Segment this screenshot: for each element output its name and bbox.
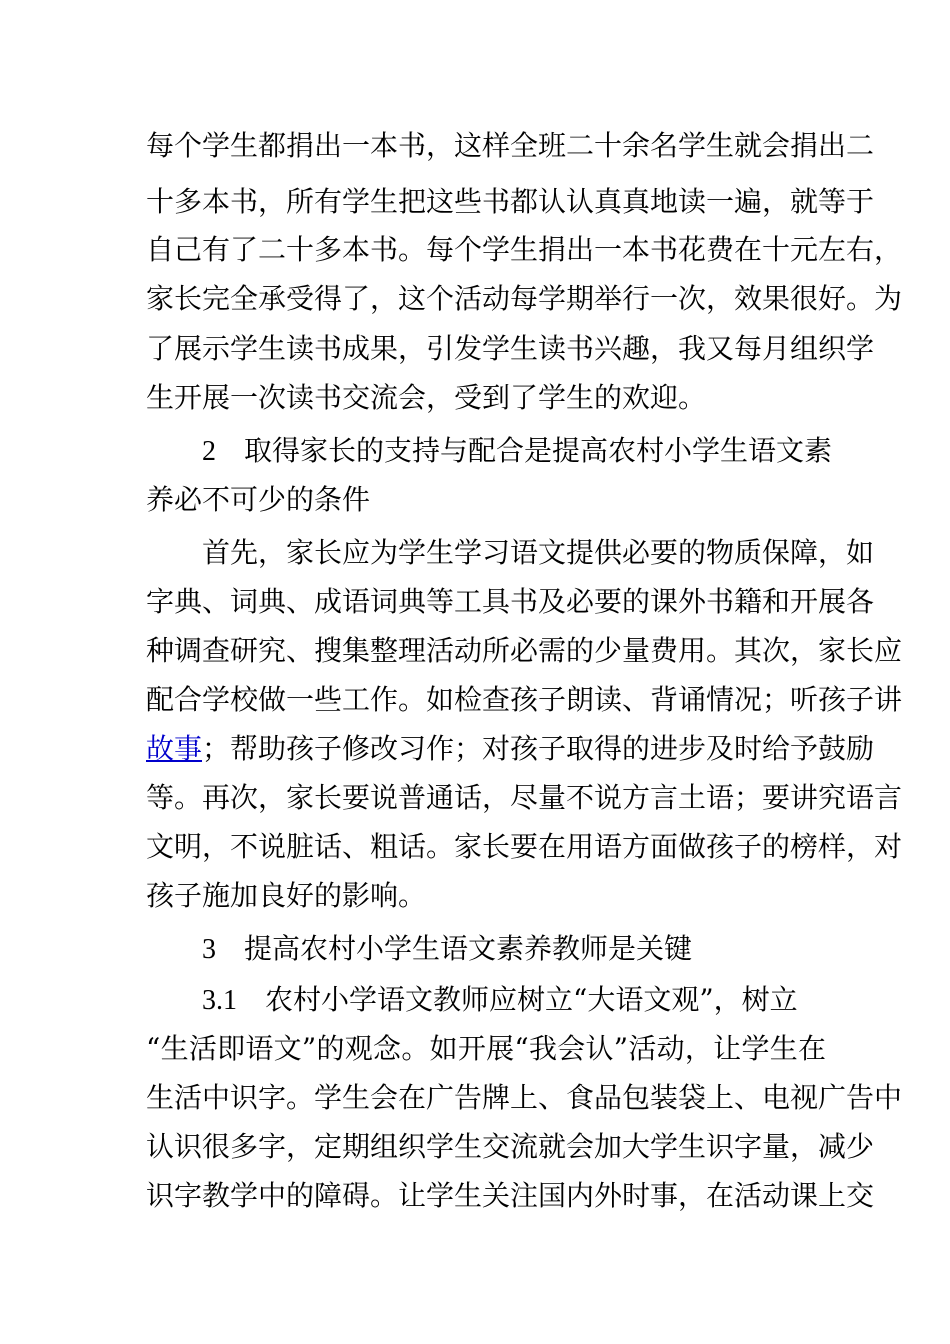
section-2-heading-line-1 xyxy=(202,431,833,471)
paragraph-1-line-1: 每个学生都捐出一本书，这样全班二十余名学生就会捐出二 xyxy=(146,129,875,162)
section-3-heading xyxy=(202,929,826,969)
section-3-number: 3 xyxy=(202,934,216,965)
paragraph-3-line-3: 生活中识字。学生会在广告牌上、食品包装袋上、电视广告中 xyxy=(146,1081,903,1114)
paragraph-1-line-3: 自己有了二十多本书。每个学生捐出一本书花费在十元左右， xyxy=(146,233,903,266)
paragraph-1-line-5: 了展示学生读书成果，引发学生读书兴趣，我又每月组织学 xyxy=(146,332,875,365)
paragraph-3-line-5: 识字教学中的障碍。让学生关注国内外时事，在活动课上交 xyxy=(146,1179,875,1212)
section-2-title-part-1: 取得家长的支持与配合是提高农村小学生语文素 xyxy=(244,434,833,467)
story-link[interactable]: 故事 xyxy=(146,732,203,765)
subsection-3-1-title: 农村小学语文教师应树立“大语文观”，树立 xyxy=(265,983,798,1016)
paragraph-2-line-2: 字典、词典、成语词典等工具书及必要的课外书籍和开展各 xyxy=(146,585,875,618)
paragraph-2-line-4: 配合学校做一些工作。如检查孩子朗读、背诵情况；听孩子讲 xyxy=(146,683,903,716)
paragraph-3-line-4: 认识很多字，定期组织学生交流就会加大学生识字量，减少 xyxy=(146,1130,875,1163)
paragraph-1-line-2: 十多本书，所有学生把这些书都认认真真地读一遍，就等于 xyxy=(146,185,875,218)
paragraph-2-line-7: 文明，不说脏话、粗话。家长要在用语方面做孩子的榜样，对 xyxy=(146,830,903,863)
paragraph-2-line-3: 种调查研究、搜集整理活动所必需的少量费用。其次，家长应 xyxy=(146,634,903,667)
paragraph-1-line-6: 生开展一次读书交流会，受到了学生的欢迎。 xyxy=(146,381,707,414)
paragraph-2-line-8: 孩子施加良好的影响。 xyxy=(146,879,427,912)
paragraph-3-line-1 xyxy=(202,980,826,1020)
paragraph-1-line-4: 家长完全承受得了，这个活动每学期举行一次，效果很好。为 xyxy=(146,282,903,315)
paragraph-2-line-5 xyxy=(146,729,875,769)
section-3-title: 提高农村小学生语文素养教师是关键 xyxy=(244,932,693,965)
paragraph-2-line-6: 等。再次，家长要说普通话，尽量不说方言土语；要讲究语言 xyxy=(146,781,903,814)
subsection-3-1-number: 3.1 xyxy=(202,985,237,1016)
paragraph-2-line-5-text: ；帮助孩子修改习作；对孩子取得的进步及时给予鼓励 xyxy=(202,732,875,765)
paragraph-3-line-2: “生活即语文”的观念。如开展“我会认”活动，让学生在 xyxy=(146,1032,826,1065)
section-2-number: 2 xyxy=(202,436,216,467)
section-2-heading-line-2: 养必不可少的条件 xyxy=(146,483,371,516)
paragraph-2-line-1: 首先，家长应为学生学习语文提供必要的物质保障，如 xyxy=(202,536,875,569)
